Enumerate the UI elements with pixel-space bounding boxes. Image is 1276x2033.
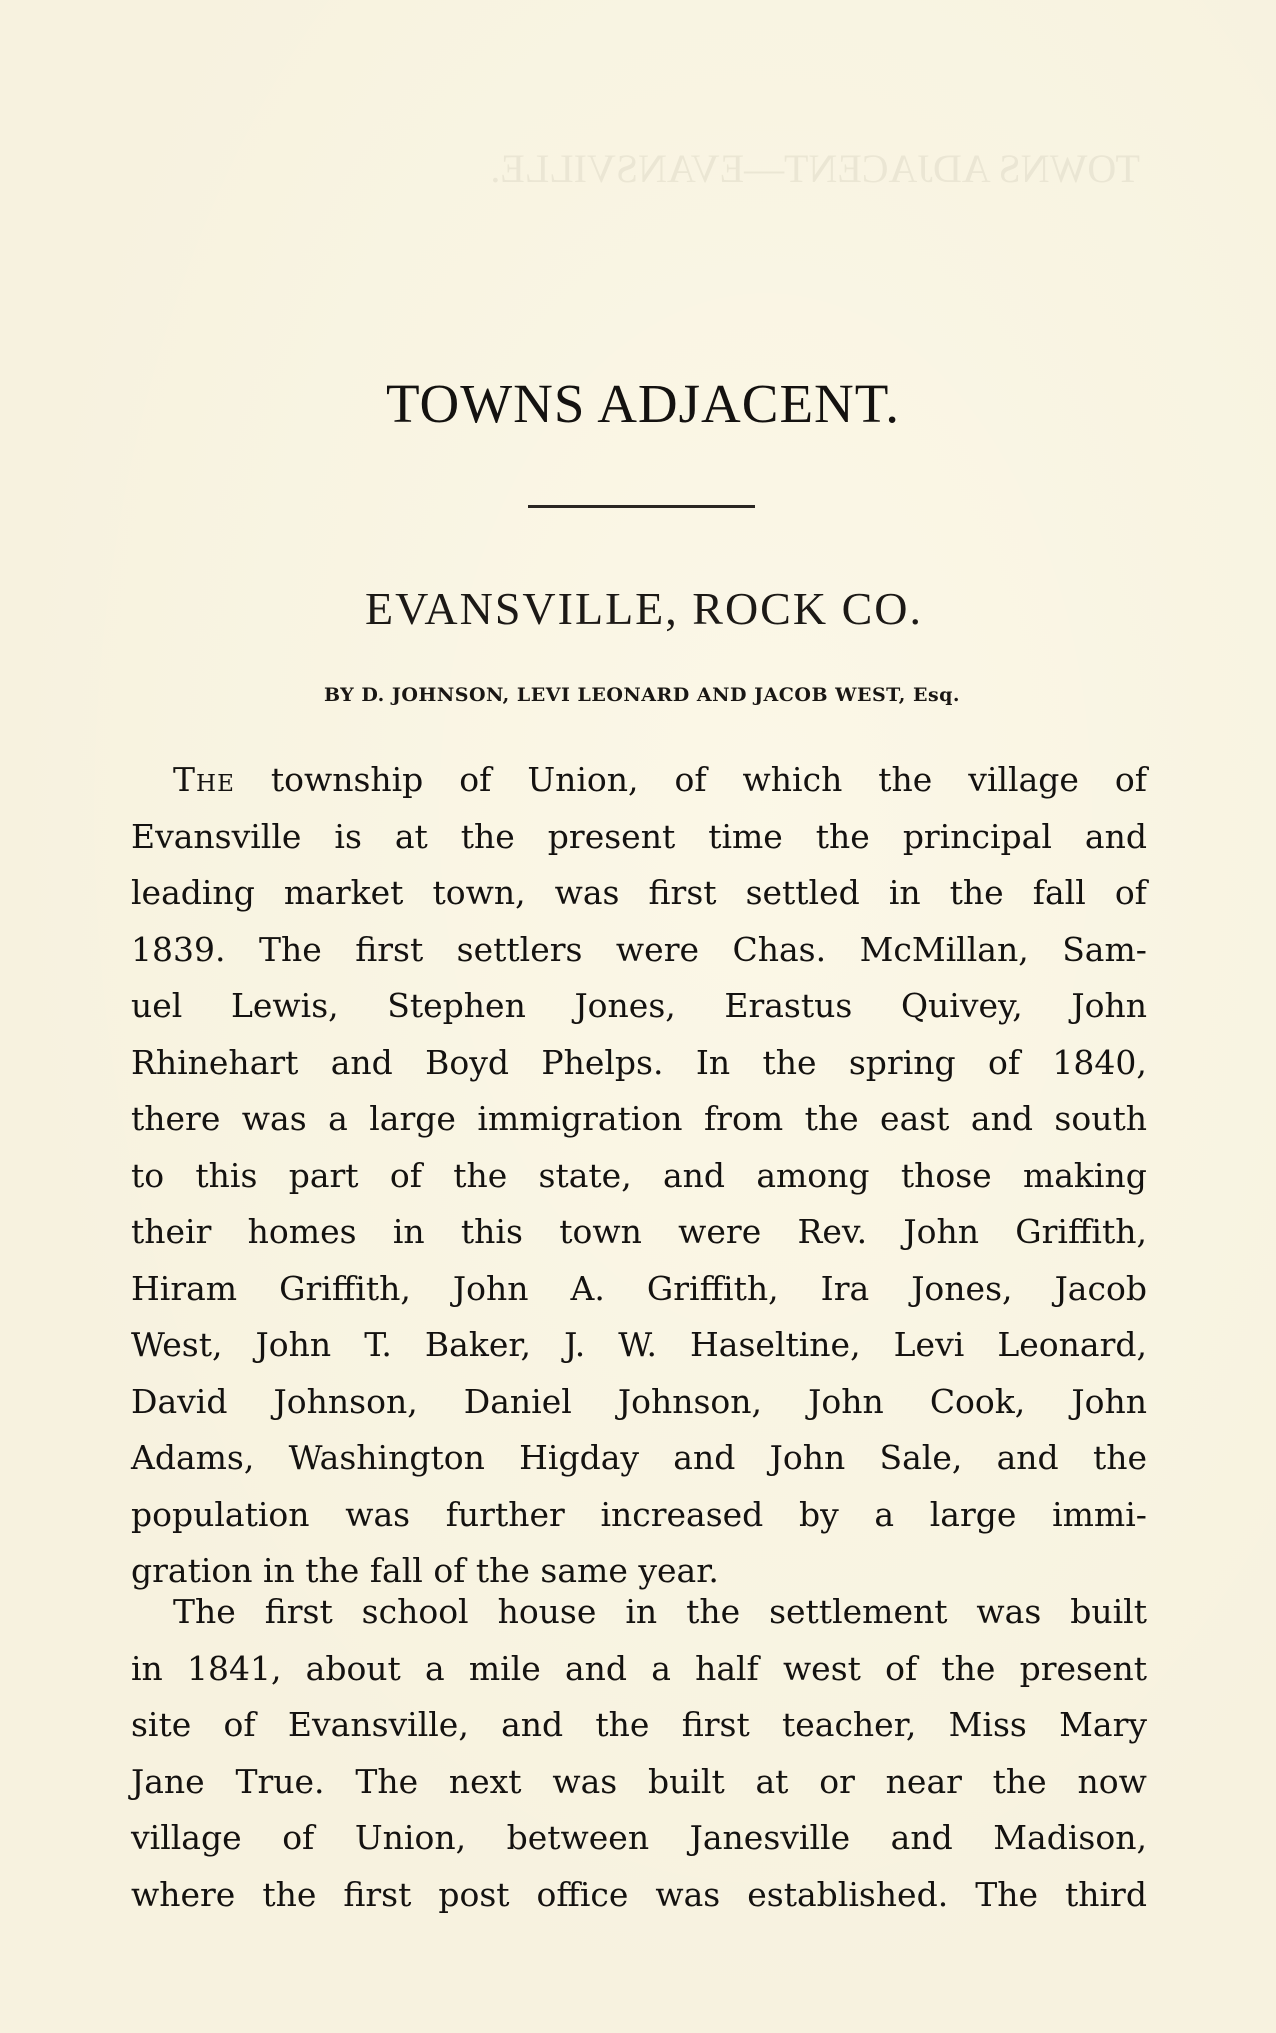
text-line: gration in the fall of the same year. xyxy=(131,1551,719,1590)
drop-lead-word: The xyxy=(173,760,235,799)
text-line: Rhinehart and Boyd Phelps. In the spring of 1840, xyxy=(131,1042,1147,1082)
text-line: site of Evansville, and the first teacher, Miss Mary xyxy=(131,1705,1147,1744)
text-line: 1839. The first settlers were Chas. McMillan, Sam- xyxy=(131,929,1147,969)
text-line: The township of Union, of which the village of xyxy=(131,752,1147,809)
page-title: TOWNS ADJACENT. xyxy=(385,373,901,434)
text-line: to this part of the state, and among those making xyxy=(131,1155,1147,1195)
paragraph-2 xyxy=(131,1584,1147,1923)
text-line: their homes in this town were Rev. John Griffith, xyxy=(131,1212,1147,1251)
text-line: Hiram Griffith, John A. Griffith, Ira Jones, Jacob xyxy=(131,1268,1147,1308)
text-line: David Johnson, Daniel Johnson, John Cook, John xyxy=(131,1381,1147,1421)
text-line: village of Union, between Janesville and Madison, xyxy=(131,1818,1147,1857)
text-line: Evansville is at the present time the principal and xyxy=(131,816,1147,856)
show-through-text: TOWNS ADJACENT—EVANSVILLE. xyxy=(490,146,1140,191)
title-divider xyxy=(528,505,755,508)
section-title: EVANSVILLE, ROCK CO. xyxy=(365,583,923,634)
text-line: Jane True. The next was built at or near the now xyxy=(131,1761,1147,1801)
text-line: where the first post office was established. The third xyxy=(131,1874,1147,1914)
text-line: Adams, Washington Higday and John Sale, and the xyxy=(131,1438,1147,1477)
text-line: population was further increased by a large immi- xyxy=(131,1494,1147,1534)
byline: BY D. JOHNSON, LEVI LEONARD AND JACOB WEST, Esq. xyxy=(323,684,961,706)
text-line: uel Lewis, Stephen Jones, Erastus Quivey, John xyxy=(131,986,1147,1025)
text-line: there was a large immigration from the east and south xyxy=(131,1099,1147,1138)
paragraph-1 xyxy=(131,752,1147,1600)
text-line: in 1841, about a mile and a half west of the present xyxy=(131,1648,1147,1688)
text-line: leading market town, was first settled in the fall of xyxy=(131,873,1147,912)
text-line: West, John T. Baker, J. W. Haseltine, Levi Leonard, xyxy=(131,1325,1147,1364)
text-line: The first school house in the settlement was built xyxy=(173,1592,1147,1631)
